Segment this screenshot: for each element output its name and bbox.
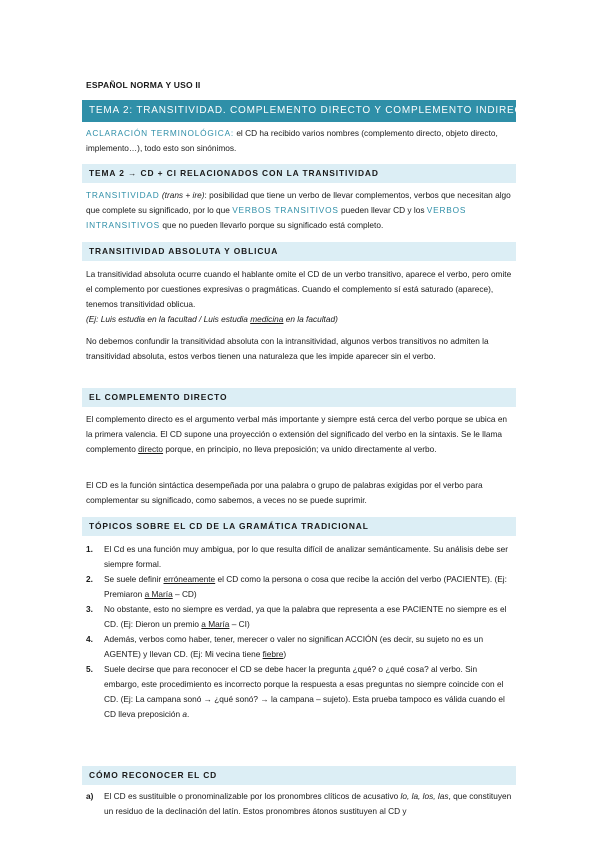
list-number: 5.	[86, 664, 93, 674]
list-number: 4.	[86, 634, 93, 644]
paragraph-text: La transitividad absoluta ocurre cuando el hablante omite el CD de un verbo transitivo, aparece el verbo, pero omite el complemento por cuestiones expresivas o pragmáticas. Cuando el complemento sí está saturado (aparece), tenemos transitividad oblicua.	[86, 269, 512, 309]
list-underlined: a María	[201, 619, 230, 629]
list-text: Suele decirse que para reconocer el CD se debe hacer la pregunta ¿qué? o ¿qué cosa? al verbo. Sin embargo, este procedimiento es incorrecto porque la respuesta a esas preguntas no siempre coincide con el CD. (Ej: La campana sonó → ¿qué sonó? → la campana – sujeto). Esta prueba tampoco es válida cuando el CD lleva preposición	[104, 664, 505, 719]
section-header-text: TEMA 2 → CD + CI RELACIONADOS CON LA TRANSITIVIDAD	[89, 168, 379, 178]
example-underlined: medicina	[250, 314, 284, 324]
example-part: en la facultad)	[283, 314, 338, 324]
section-header-tema2	[82, 164, 516, 183]
list-item	[86, 632, 512, 662]
list-text: Además, verbos como haber, tener, merecer o valer no significan ACCIÓN (es decir, su sujeto no es un AGENTE) y llevan CD. (Ej: Mi vecina tiene	[104, 634, 484, 659]
paragraph-text: El complemento directo es el argumento verbal más importante y siempre está cerca del verbo porque se ubica en la primera valencia. El CD supone una proyección o extensión del significado del verbo en la sintaxis. Se le llama complemento	[86, 414, 508, 454]
list-text: El Cd es una función muy ambigua, por lo que resulta difícil de analizar semánticamente. Su análisis debe ser siempre formal.	[104, 544, 509, 569]
section-header-text: EL COMPLEMENTO DIRECTO	[89, 392, 228, 402]
term-transitividad: TRANSITIVIDAD	[86, 190, 160, 200]
cd-paragraph-2	[86, 478, 512, 508]
section-header-topicos	[82, 517, 516, 536]
list-text: .	[187, 709, 190, 719]
absoluta-paragraph	[86, 267, 512, 327]
list-underlined: a María	[144, 589, 173, 599]
topic-title: TEMA 2: TRANSITIVIDAD. COMPLEMENTO DIRECTO Y COMPLEMENTO INDIRECTO	[89, 105, 538, 116]
list-letter: a)	[86, 791, 94, 801]
list-italic: a	[182, 709, 188, 719]
section-header-absoluta	[82, 242, 516, 261]
section-header-reconocer	[82, 766, 516, 785]
list-number: 1.	[86, 544, 93, 554]
etymology: (trans + ire)	[161, 190, 205, 200]
underlined-word: directo	[138, 444, 164, 454]
paragraph-text: El CD es la función sintáctica desempeñada por una palabra o grupo de palabras exigidas por el verbo para complementar su significado, como sabemos, a veces no se puede suprimir.	[86, 480, 483, 505]
list-number: 2.	[86, 574, 93, 584]
list-text: – CD)	[172, 589, 197, 599]
list-text: El CD es sustituible o pronominalizable por los pronombres clíticos de acusativo	[104, 791, 401, 801]
example-text	[86, 314, 338, 324]
section-header-cd	[82, 388, 516, 407]
list-underlined: erróneamente	[163, 574, 216, 584]
example-part: (Ej: Luis estudia en la facultad / Luis estudia	[86, 314, 251, 324]
list-item	[86, 789, 512, 819]
list-item	[86, 662, 512, 722]
list-item	[86, 572, 512, 602]
absoluta-paragraph-2	[86, 334, 512, 364]
course-title: ESPAÑOL NORMA Y USO II	[86, 80, 201, 90]
definition-text-2: pueden llevar CD y los	[338, 205, 427, 215]
list-item	[86, 542, 512, 572]
list-text: Se suele definir	[104, 574, 164, 584]
reconocer-list	[86, 789, 512, 834]
list-italic: lo, la, los, las	[400, 791, 449, 801]
list-text: No obstante, esto no siempre es verdad, ya que la palabra que representa a ese PACIENTE no siempre es el CD. (Ej: Dieron un premio	[104, 604, 507, 629]
definition-text: : posibilidad que tiene un verbo de llevar complementos, verbos que necesitan algo que complete su significado, por lo que	[86, 190, 511, 215]
paragraph-text: No debemos confundir la transitividad absoluta con la intransitividad, algunos verbos transitivos no admiten la transitividad absoluta, estos verbos tienen una naturaleza que les impide aparecer sin el verbo.	[86, 336, 489, 361]
topicos-list	[86, 542, 512, 722]
section-header-text: TÓPICOS SOBRE EL CD DE LA GRAMÁTICA TRADICIONAL	[89, 521, 369, 531]
list-text: – CI)	[229, 619, 250, 629]
list-underlined: fiebre	[262, 649, 284, 659]
terminology-label: ACLARACIÓN TERMINOLÓGICA:	[86, 128, 235, 138]
list-text: )	[283, 649, 287, 659]
terminology-text: el CD ha recibido varios nombres (complemento directo, objeto directo, implemento…), todo esto son sinónimos.	[86, 128, 498, 153]
term-transitivos: VERBOS TRANSITIVOS	[232, 205, 339, 215]
cd-paragraph-1	[86, 412, 512, 457]
list-item	[86, 602, 512, 632]
term-intransitivos: VERBOS INTRANSITIVOS	[86, 205, 467, 230]
transitividad-definition	[86, 188, 512, 233]
terminology-note	[86, 126, 512, 156]
paragraph-text: porque, en principio, no lleva preposición; va unido directamente al verbo.	[163, 444, 437, 454]
definition-text-3: que no pueden llevarlo porque su significado está completo.	[160, 220, 384, 230]
section-header-text: CÓMO RECONOCER EL CD	[89, 770, 218, 780]
list-text: , que constituyen un residuo de la declinación del latín. Estos pronombres átonos sustituyen al CD y	[104, 791, 512, 816]
list-text: el CD como la persona o cosa que recibe la acción del verbo (PACIENTE). (Ej: Premiaron	[104, 574, 507, 599]
list-number: 3.	[86, 604, 93, 614]
section-header-text: TRANSITIVIDAD ABSOLUTA Y OBLICUA	[89, 246, 279, 256]
topic-title-bar	[82, 100, 538, 122]
